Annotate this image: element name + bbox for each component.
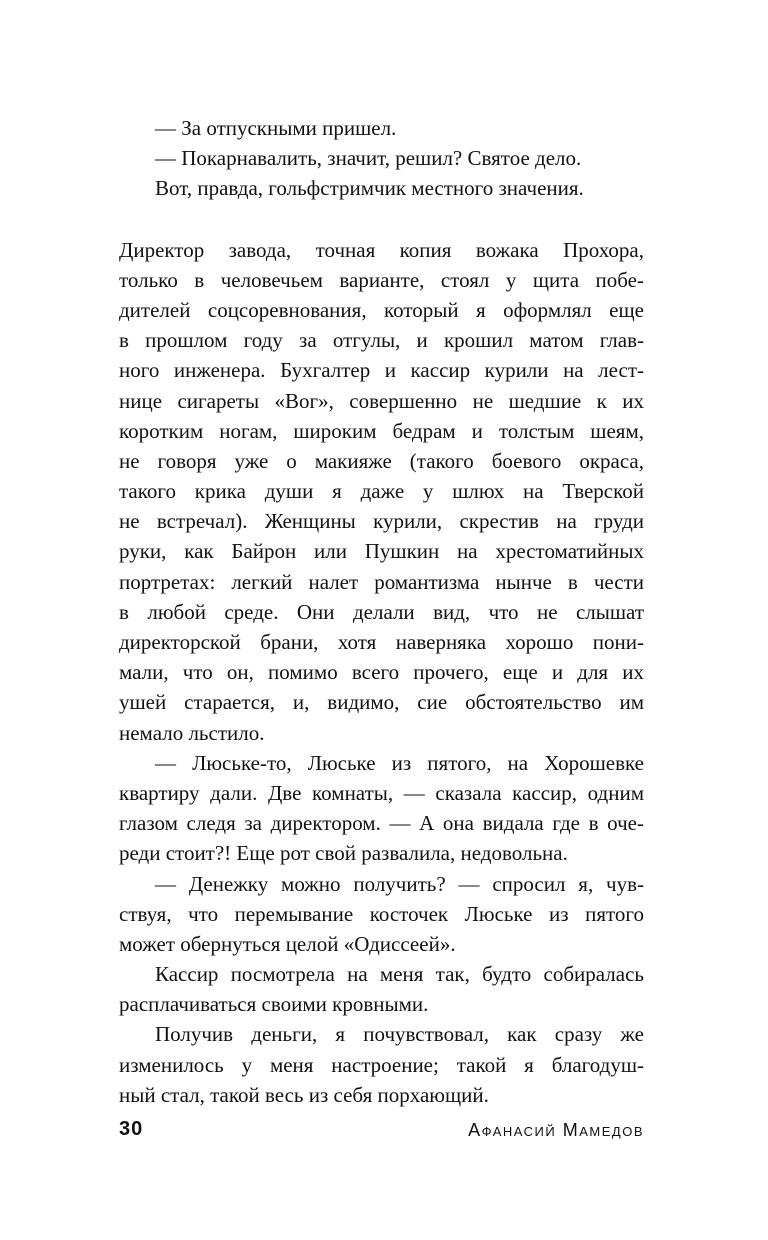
text-line: глазом следя за директором. — А она видала где в оче- (119, 811, 644, 836)
text-line: Директор завода, точная копия вожака Прохора, (119, 237, 644, 262)
text-line: — За отпускными пришел. (155, 116, 397, 140)
text-line: только в человечьем варианте, стоял у щита побе- (119, 267, 644, 292)
text-line: ного инженера. Бухгалтер и кассир курили на лест- (119, 358, 644, 383)
text-line: — Покарнавалить, значит, решил? Святое дело. (155, 146, 582, 171)
text-line: — Денежку можно получить? — спросил я, чув- (155, 871, 644, 896)
text-line: в прошлом году за отгулы, и крошил матом глав- (119, 328, 644, 353)
text-line: может обернуться целой «Одиссеей». (119, 931, 456, 956)
text-line: ный стал, такой весь из себя порхающий. (119, 1082, 489, 1107)
section-break (119, 204, 644, 235)
body-text (119, 113, 644, 1110)
text-line: в любой среде. Они делали вид, что не слышат (119, 599, 644, 624)
text-line: руки, как Байрон или Пушкин на хрестоматийных (119, 539, 644, 564)
text-line: ушей старается, и, видимо, сие обстоятельство им (119, 690, 644, 715)
text-line: — Люське-то, Люське из пятого, на Хорошевке (155, 750, 644, 775)
text-line: коротким ногам, широким бедрам и толстым шеям, (119, 418, 644, 443)
text-line: Кассир посмотрела на меня так, будто собиралась (155, 962, 644, 987)
text-line: квартиру дали. Две комнаты, — сказала кассир, одним (119, 780, 644, 805)
text-line: портретах: легкий налет романтизма нынче в чести (119, 569, 644, 594)
text-line: Получив деньги, я почувствовал, как сразу же (155, 1022, 644, 1047)
page-footer (119, 1118, 644, 1148)
text-line: изменилось у меня настроение; такой я благодуш- (119, 1052, 644, 1077)
text-line: реди стоит?! Еще рот свой развалила, недовольна. (119, 841, 568, 866)
text-line: немало льстило. (119, 720, 265, 745)
page-number: 30 (119, 1118, 144, 1140)
text-line: не говоря уже о макияже (такого боевого окраса, (119, 448, 644, 473)
text-line: не встречал). Женщины курили, скрестив на груди (119, 509, 644, 534)
running-footer-author: Афанасий Мамедов (468, 1120, 644, 1140)
text-line: мали, что он, помимо всего прочего, еще и для их (119, 660, 644, 685)
text-line: расплачиваться своими кровными. (119, 992, 429, 1017)
text-line: директорской брани, хотя наверняка хорошо пони- (119, 630, 644, 654)
text-line: Вот, правда, гольфстримчик местного значения. (155, 176, 584, 201)
text-line: такого крика души я даже у шлюх на Тверской (119, 479, 644, 504)
text-line: нице сигареты «Вог», совершенно не шедшие к их (119, 388, 644, 413)
text-line: ствуя, что перемывание косточек Люське из пятого (119, 901, 644, 926)
text-line: дителей соцсоревнования, который я оформлял еще (119, 297, 644, 322)
